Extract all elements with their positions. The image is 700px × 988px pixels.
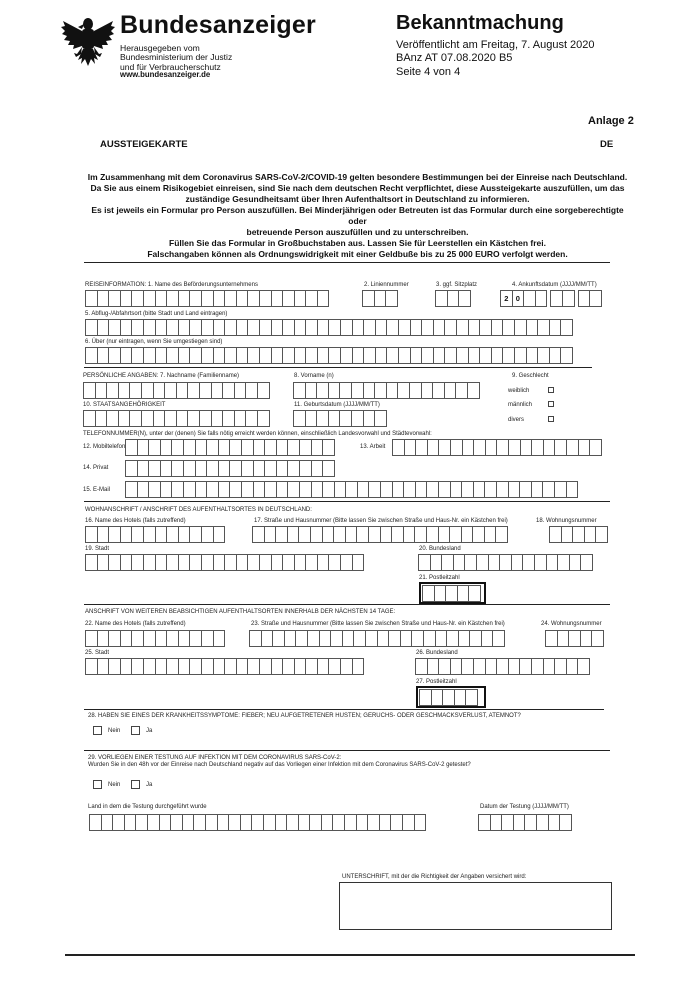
departure-boxes[interactable] <box>85 319 572 336</box>
street-2-boxes[interactable] <box>249 630 504 647</box>
further-heading: ANSCHRIFT VON WEITEREN BEABSICHTIGEN AUFENTHALTSORTEN INNERHALB DER NÄCHSTEN 14 TAGE: <box>85 609 396 615</box>
intro-line: betreuende Person auszufüllen und zu unterschreiben. <box>246 227 469 237</box>
arrival-date-box[interactable]: 0 <box>512 290 525 307</box>
page-number: Seite 4 von 4 <box>396 66 461 78</box>
char-box[interactable] <box>374 410 387 427</box>
label-street-2: 23. Straße und Hausnummer (Bitte lassen Sie zwischen Straße und Haus-Nr. ein Kästchen frei) <box>251 621 505 627</box>
gender-diverse-checkbox[interactable] <box>548 416 554 422</box>
label-apartment: 18. Wohnungsnummer <box>536 518 597 524</box>
gender-female-label: weiblich <box>508 388 530 394</box>
gender-female-checkbox[interactable] <box>548 387 554 393</box>
email-boxes[interactable] <box>125 481 577 498</box>
q29-no-checkbox[interactable] <box>93 780 102 789</box>
form-title: AUSSTEIGEKARTE <box>100 139 188 150</box>
label-apartment-2: 24. Wohnungsnummer <box>541 621 602 627</box>
char-box[interactable] <box>414 814 427 831</box>
birthdate-boxes[interactable] <box>293 410 386 427</box>
intro-line: Falschangaben können als Ordnungswidrigkeit mit einer Geldbuße bis zu 25 000 EURO verfolgt werden. <box>147 249 568 259</box>
char-box[interactable] <box>322 460 335 477</box>
q29-yes-checkbox[interactable] <box>131 780 140 789</box>
test-date-boxes[interactable] <box>478 814 571 831</box>
q28-yes-label: Ja <box>146 728 153 734</box>
intro-line: Füllen Sie das Formular in Großbuchstaben aus. Lassen Sie für Leerstellen ein Kästchen frei. <box>169 238 546 248</box>
phone-heading: TELEFONNUMMER(N), unter der (denen) Sie falls nötig erreicht werden können, einschließlich Landesvorwahl und Städtevorwahl: <box>83 431 432 437</box>
label-work: 13. Arbeit <box>360 444 386 450</box>
arrival-date-box[interactable] <box>535 290 548 307</box>
q28-no-checkbox[interactable] <box>93 726 102 735</box>
char-box[interactable] <box>467 382 480 399</box>
annex-label: Anlage 2 <box>588 115 634 127</box>
test-country-boxes[interactable] <box>89 814 425 831</box>
label-state-2: 26. Bundesland <box>416 650 458 656</box>
label-street: 17. Straße und Hausnummer (Bitte lassen Sie zwischen Straße und Haus-Nr. ein Kästchen frei) <box>254 518 508 524</box>
divider <box>84 262 610 263</box>
federal-eagle-logo <box>60 14 116 70</box>
nationality-boxes[interactable] <box>83 410 269 427</box>
label-nationality: 10. STAATSANGEHÖRIGKEIT <box>83 402 166 408</box>
char-box[interactable] <box>589 439 602 456</box>
char-box[interactable] <box>458 290 471 307</box>
brand-name: Bundesanzeiger <box>120 11 316 39</box>
label-mobile: 12. Mobiltelefon <box>83 444 126 450</box>
label-surname: PERSÖNLICHE ANGABEN: 7. Nachname (Familienname) <box>83 373 240 379</box>
char-box[interactable] <box>560 319 573 336</box>
label-line-number: 2. Liniennummer <box>364 282 409 288</box>
label-birthdate: 11. Geburtsdatum (JJJJ/MM/TT) <box>294 402 380 408</box>
label-email: 15. E-Mail <box>83 487 111 493</box>
q28-no-label: Nein <box>108 728 121 734</box>
q29-subtext: Wurden Sie in den 48h vor der Einreise nach Deutschland negativ auf das Vorliegen einer Infektion mit dem Coronavirus SARS-CoV-2 getestet? <box>88 762 471 768</box>
private-phone-boxes[interactable] <box>125 460 334 477</box>
mobile-boxes[interactable] <box>125 439 334 456</box>
label-hotel-2: 22. Name des Hotels (falls zutreffend) <box>85 621 186 627</box>
publisher-line: und für Verbraucherschutz <box>120 61 221 72</box>
gender-male-label: männlich <box>508 402 533 408</box>
doc-type: Bekanntmachung <box>396 12 564 34</box>
char-box[interactable] <box>352 554 365 571</box>
char-box[interactable] <box>560 347 573 364</box>
reference-number: BAnz AT 07.08.2020 B5 <box>396 52 513 64</box>
label-test-date: Datum der Testung (JJJJ/MM/TT) <box>480 804 569 810</box>
intro-line: Da Sie aus einem Risikogebiet einreisen, sind Sie nach dem deutschen Recht verpflichtet, diese Aussteigekarte auszufüllen, um das <box>90 183 625 193</box>
transit-boxes[interactable] <box>85 347 572 364</box>
carrier-name-boxes[interactable] <box>85 290 328 307</box>
hotel-2-boxes[interactable] <box>85 630 224 647</box>
char-box[interactable] <box>322 439 335 456</box>
label-test-country: Land in dem die Testung durchgeführt wurde <box>88 804 207 810</box>
intro-line: zuständige Gesundheitsamt über Ihren Aufenthaltsort in Deutschland zu informieren. <box>185 194 530 204</box>
char-box[interactable] <box>492 630 505 647</box>
apartment-boxes[interactable] <box>549 526 607 543</box>
label-seat: 3. ggf. Sitzplatz <box>436 282 478 288</box>
char-box[interactable] <box>352 658 365 675</box>
line-number-boxes[interactable] <box>362 290 397 307</box>
char-box[interactable] <box>595 526 608 543</box>
divider <box>84 750 610 751</box>
char-box[interactable] <box>257 382 270 399</box>
state-boxes[interactable] <box>418 554 592 571</box>
label-city: 19. Stadt <box>85 546 110 552</box>
published-date: Veröffentlicht am Freitag, 7. August 2020 <box>396 39 595 51</box>
label-hotel: 16. Name des Hotels (falls zutreffend) <box>85 518 186 524</box>
residence-heading: WOHNANSCHRIFT / ANSCHRIFT DES AUFENTHALTSORTES IN DEUTSCHLAND: <box>85 507 312 513</box>
q28-yes-checkbox[interactable] <box>131 726 140 735</box>
char-box[interactable] <box>257 410 270 427</box>
char-box[interactable] <box>559 814 572 831</box>
char-box[interactable] <box>465 689 478 706</box>
arrival-date-box[interactable] <box>562 290 575 307</box>
char-box[interactable] <box>591 630 604 647</box>
intro-text <box>85 172 630 260</box>
city-2-boxes[interactable] <box>85 658 363 675</box>
footer-rule <box>65 954 635 956</box>
q29-no-label: Nein <box>108 782 121 788</box>
gender-male-checkbox[interactable] <box>548 401 554 407</box>
postcode-2-boxes[interactable] <box>419 689 477 706</box>
char-box[interactable] <box>577 658 590 675</box>
intro-line: Im Zusammenhang mit dem Coronavirus SARS-CoV-2/COVID-19 gelten besondere Bestimmungen bei der Einreise nach Deutschland. <box>87 172 628 182</box>
signature-field[interactable] <box>339 882 612 930</box>
label-arrival-date: 4. Ankunftsdatum (JJJJ/MM/TT) <box>512 282 597 288</box>
label-city-2: 25. Stadt <box>85 650 110 656</box>
label-gender: 9. Geschlecht <box>512 373 549 379</box>
city-boxes[interactable] <box>85 554 363 571</box>
surname-boxes[interactable] <box>83 382 269 399</box>
work-phone-boxes[interactable] <box>392 439 601 456</box>
publisher-line: Bundesministerium der Justiz <box>120 52 233 63</box>
website-link[interactable]: www.bundesanzeiger.de <box>120 70 211 79</box>
postcode-boxes[interactable] <box>422 585 480 602</box>
publisher-line: Herausgegeben vom <box>120 43 200 53</box>
seat-boxes[interactable] <box>435 290 470 307</box>
state-2-boxes[interactable] <box>415 658 589 675</box>
label-firstname: 8. Vorname (n) <box>294 373 334 379</box>
divider <box>84 367 592 368</box>
divider <box>84 501 610 502</box>
divider <box>84 709 604 710</box>
char-box[interactable] <box>385 290 398 307</box>
signature-label: UNTERSCHRIFT, mit der die Richtigkeit der Angaben versichert wird: <box>342 874 527 880</box>
arrival-date-box[interactable] <box>589 290 602 307</box>
char-box[interactable] <box>468 585 481 602</box>
label-transit: 6. Über (nur eintragen, wenn Sie umgestiegen sind) <box>85 339 223 345</box>
divider <box>84 604 610 605</box>
gender-diverse-label: divers <box>508 417 525 423</box>
char-box[interactable] <box>495 526 508 543</box>
label-state: 20. Bundesland <box>419 546 461 552</box>
street-boxes[interactable] <box>252 526 507 543</box>
char-box[interactable] <box>317 290 330 307</box>
q29-text: 29. VORLIEGEN EINER TESTUNG AUF INFEKTION MIT DEM CORONAVIRUS SARS-CoV-2: <box>88 755 342 761</box>
arrival-date-box[interactable]: 2 <box>500 290 513 307</box>
firstname-boxes[interactable] <box>293 382 479 399</box>
label-postcode: 21. Postleitzahl <box>419 575 460 581</box>
apartment-2-boxes[interactable] <box>545 630 603 647</box>
label-postcode-2: 27. Postleitzahl <box>416 679 457 685</box>
hotel-boxes[interactable] <box>85 526 224 543</box>
q29-yes-label: Ja <box>146 782 153 788</box>
intro-line: Es ist jeweils ein Formular pro Person auszufüllen. Bei Minderjährigen oder Betreuten ist das Formular durch eine sorgeberechtigte oder <box>91 205 624 226</box>
char-box[interactable] <box>566 481 579 498</box>
country-code: DE <box>600 139 614 150</box>
q28-text: 28. HABEN SIE EINES DER KRANKHEITSSYMPTOME: FIEBER; NEU AUFGETRETENER HUSTEN; GERUCHS- ODER GESCHMACKSVERLUST, ATEMNOT? <box>88 713 521 719</box>
publisher <box>120 44 232 72</box>
char-box[interactable] <box>213 630 226 647</box>
label-departure: 5. Abflug-/Abfahrtsort (bitte Stadt und Land eintragen) <box>85 311 228 317</box>
label-private: 14. Privat <box>83 465 109 471</box>
char-box[interactable] <box>580 554 593 571</box>
arrival-date-boxes[interactable] <box>500 290 601 307</box>
char-box[interactable] <box>213 526 226 543</box>
label-carrier: REISEINFORMATION: 1. Name des Beförderungsunternehmens <box>85 282 258 288</box>
